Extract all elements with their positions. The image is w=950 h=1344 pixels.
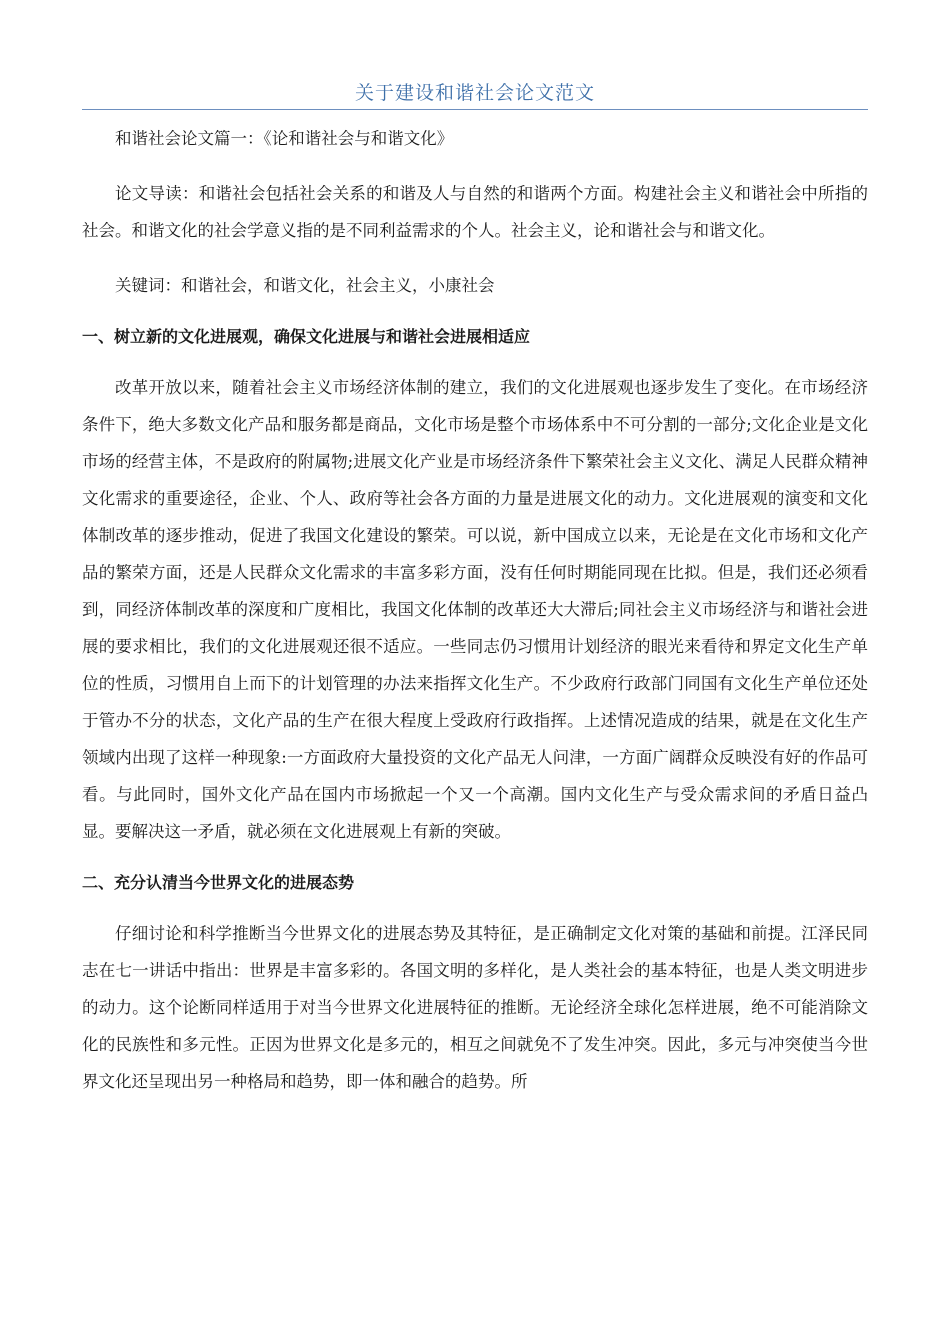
section-body-2: 仔细讨论和科学推断当今世界文化的进展态势及其特征，是正确制定文化对策的基础和前提。江泽民同志在七一讲话中指出：世界是丰富多彩的。各国文明的多样化，是人类社会的基本特征，也是人类文明进步的动力。这个论断同样适用于对当今世界文化进展特征的推断。无论经济全球化怎样进展，绝不可能消除文化的民族性和多元性。正因为世界文化是多元的，相互之间就免不了发生冲突。因此，多元与冲突使当今世界文化还呈现出另一种格局和趋势，即一体和融合的趋势。所 bbox=[82, 924, 868, 1091]
document-page bbox=[82, 78, 868, 1100]
section-body-1: 改革开放以来，随着社会主义市场经济体制的建立，我们的文化进展观也逐步发生了变化。在市场经济条件下，绝大多数文化产品和服务都是商品，文化市场是整个市场体系中不可分割的一部分;文化企业是文化市场的经营主体，不是政府的附属物;进展文化产业是市场经济条件下繁荣社会主义文化、满足人民群众精神文化需求的重要途径，企业、个人、政府等社会各方面的力量是进展文化的动力。文化进展观的演变和文化体制改革的逐步推动，促进了我国文化建设的繁荣。可以说，新中国成立以来，无论是在文化市场和文化产品的繁荣方面，还是人民群众文化需求的丰富多彩方面，没有任何时期能同现在比拟。但是，我们还必须看到，同经济体制改革的深度和广度相比，我国文化体制的改革还大大滞后;同社会主义市场经济与和谐社会进展的要求相比，我们的文化进展观还很不适应。一些同志仍习惯用计划经济的眼光来看待和界定文化生产单位的性质，习惯用自上而下的计划管理的办法来指挥文化生产。不少政府行政部门同国有文化生产单位还处于管办不分的状态，文化产品的生产在很大程度上受政府行政指挥。上述情况造成的结果，就是在文化生产领域内出现了这样一种现象:一方面政府大量投资的文化产品无人问津，一方面广阔群众反映没有好的作品可看。与此同时，国外文化产品在国内市场掀起一个又一个高潮。国内文化生产与受众需求间的矛盾日益凸显。要解决这一矛盾，就必须在文化进展观上有新的突破。 bbox=[82, 378, 868, 841]
section-heading-1: 一、树立新的文化进展观，确保文化进展与和谐社会进展相适应 bbox=[82, 327, 531, 346]
document-title: 关于建设和谐社会论文范文 bbox=[354, 82, 595, 104]
keywords-line: 关键词：和谐社会，和谐文化，社会主义，小康社会 bbox=[115, 276, 495, 295]
section-heading-2: 二、充分认清当今世界文化的进展态势 bbox=[82, 873, 355, 892]
article-subtitle: 和谐社会论文篇一：《论和谐社会与和谐文化》 bbox=[115, 129, 454, 148]
abstract-paragraph: 论文导读：和谐社会包括社会关系的和谐及人与自然的和谐两个方面。构建社会主义和谐社会中所指的社会。和谐文化的社会学意义指的是不同利益需求的个人。社会主义，论和谐社会与和谐文化。 bbox=[82, 184, 868, 240]
